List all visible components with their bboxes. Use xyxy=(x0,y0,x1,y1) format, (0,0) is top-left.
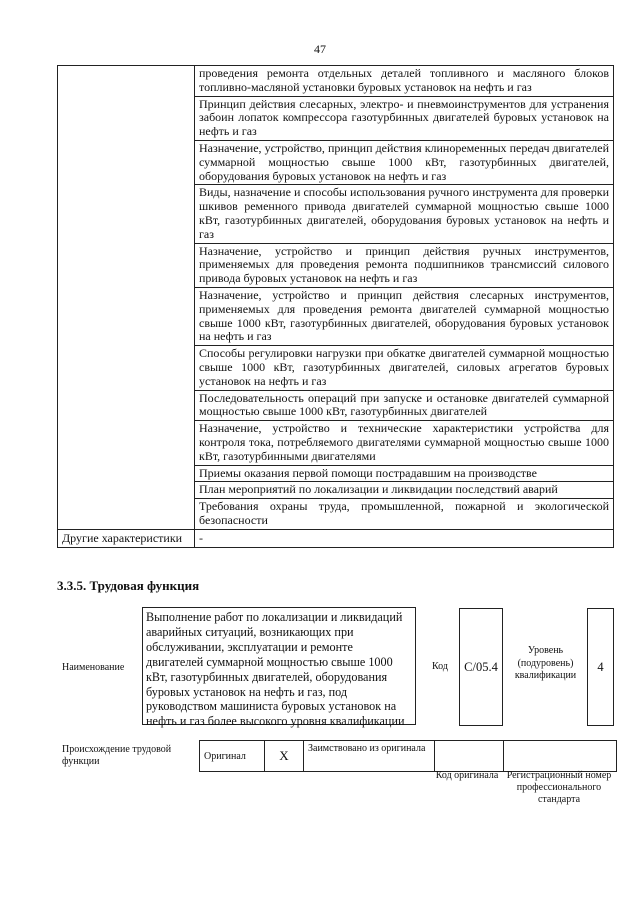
knowledge-table xyxy=(57,65,614,548)
table-cell: План мероприятий по локализации и ликвидации последствий аварий xyxy=(195,482,614,499)
table-cell: Принцип действия слесарных, электро- и пневмоинструментов для устранения забоин лопаток компрессора газотурбинных двигателей буровых установок на нефть и газ xyxy=(195,96,614,140)
code-value: С/05.4 xyxy=(459,608,503,726)
borrowed-label: Заимствовано из оригинала xyxy=(304,741,435,772)
registration-number-cell xyxy=(504,741,617,772)
table-cell: Назначение, устройство, принцип действия клиноременных передач двигателей суммарной мощностью свыше 1000 кВт, газотурбинных двигателей, оборудования буровых установок на нефть и газ xyxy=(195,140,614,184)
original-mark: X xyxy=(265,741,304,772)
table-cell: Требования охраны труда, промышленной, пожарной и экологической безопасности xyxy=(195,499,614,530)
table-cell: Способы регулировки нагрузки при обкатке двигателей суммарной мощностью свыше 1000 кВт, газотурбинных двигателей, силовых агрегатов буровых установок на нефть и газ xyxy=(195,346,614,390)
original-label: Оригинал xyxy=(200,741,265,772)
registration-caption: Регистрационный номер профессионального стандарта xyxy=(506,770,612,805)
table-cell: Назначение, устройство и принцип действия ручных инструментов, применяемых для проведения ремонта подшипников трансмиссий силового привода буровых установок на нефть и газ xyxy=(195,243,614,287)
name-label: Наименование xyxy=(62,662,125,673)
page-number: 47 xyxy=(314,42,326,56)
function-name-value: Выполнение работ по локализации и ликвидаций аварийных ситуаций, возникающих при обслуживании, эксплуатации и ремонте двигателей суммарной мощностью свыше 1000 кВт, газотурбинных двигателей, оборудования буровых установок на нефть и газ, под руководством машиниста буровых установок на нефть и газ более высокого уровня квалификации xyxy=(142,607,416,725)
code-label: Код xyxy=(432,661,448,672)
level-label: Уровень (подуровень) квалификации xyxy=(514,645,577,681)
other-characteristics-label: Другие характеристики xyxy=(58,529,195,547)
original-code-cell xyxy=(435,741,504,772)
table-cell: Приемы оказания первой помощи пострадавшим на производстве xyxy=(195,465,614,482)
other-characteristics-row xyxy=(58,529,614,547)
code-caption: Код оригинала xyxy=(435,770,499,781)
origin-label: Происхождение трудовой функции xyxy=(62,744,172,767)
origin-table xyxy=(199,740,617,772)
other-characteristics-value: - xyxy=(195,529,614,547)
table-row xyxy=(58,66,614,97)
level-value: 4 xyxy=(587,608,614,726)
section-heading: 3.3.5. Трудовая функция xyxy=(57,578,200,593)
table-cell: Назначение, устройство и технические характеристики устройства для контроля тока, потребляемого двигателями суммарной мощностью свыше 1000 кВт, газотурбинными двигателями xyxy=(195,421,614,465)
table-cell: Виды, назначение и способы использования ручного инструмента для проверки шкивов ременного привода двигателей суммарной мощностью свыше 1000 кВт, газотурбинных двигателей, оборудования буровых установок на нефть и газ xyxy=(195,185,614,243)
table-cell: Последовательность операций при запуске и остановке двигателей суммарной мощностью свыше 1000 кВт, газотурбинных двигателей xyxy=(195,390,614,421)
table-row xyxy=(200,741,617,772)
knowledge-label-cell xyxy=(58,66,195,530)
table-cell: Назначение, устройство и принцип действия слесарных инструментов, применяемых для проведения ремонта двигателей суммарной мощностью свыше 1000 кВт, газотурбинных двигателей, оборудования буровых установок на нефть и газ xyxy=(195,287,614,345)
table-cell: проведения ремонта отдельных деталей топливного и масляного блоков топливно-масляной установки буровых установок на нефть и газ xyxy=(195,66,614,97)
